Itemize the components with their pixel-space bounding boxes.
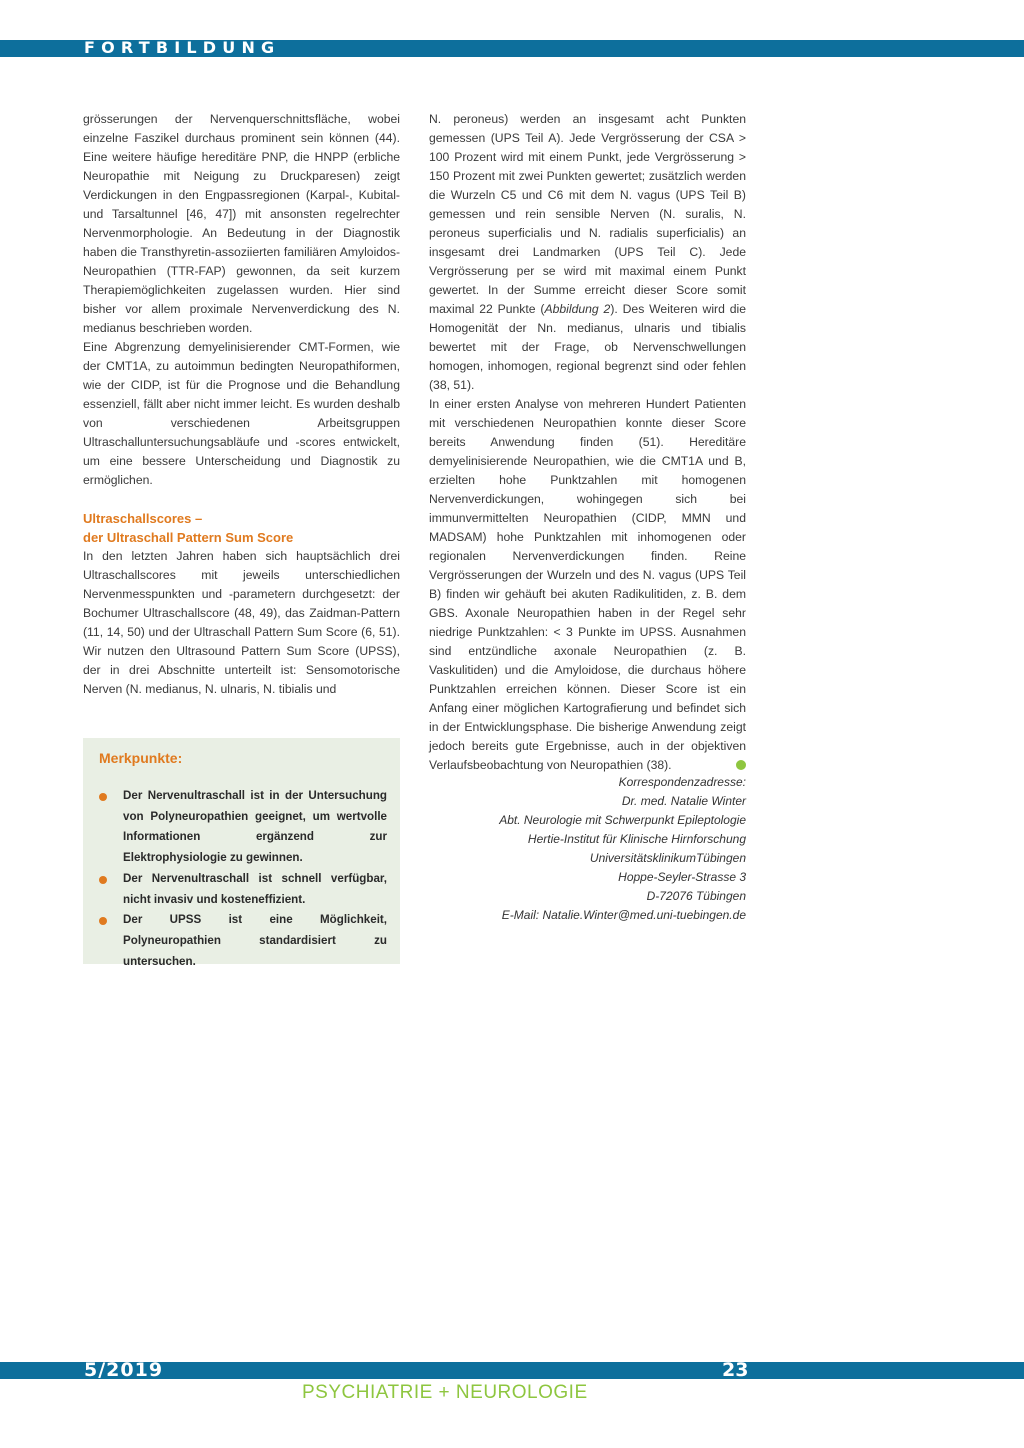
list-item-text: Der Nervenultraschall ist schnell verfügbar, nicht invasiv und kosteneffizient. xyxy=(123,871,387,906)
section-title: FORTBILDUNG xyxy=(84,38,281,57)
paragraph-text: In einer ersten Analyse von mehreren Hundert Patienten mit verschiedenen Neuropathien konnte dieser Score bereits Anwendung finden (51). Hereditäre demyelinisierende Neuropathien, wie die CMT1A und B, erzielten hohe Punktzahlen mit homogenen Nervenverdickungen, wohingegen sich bei immunvermittelten Neuropathien (CIDP, MMN und MADSAM) hohe Punktzahlen mit inhomogenen oder regionalen Nervenverdickungen finden. Reine Vergrösserungen der Wurzeln und des N. vagus (UPS Teil B) finden wir gehäuft bei akuten Radikulitiden, z. B. dem GBS. Axonale Neuropathien haben in der Regel sehr niedrige Punktzahlen: < 3 Punkte im UPSS. Ausnahmen sind entzündliche axonale Neuropathien (z. B. Vaskulitiden) und die Amyloidose, die durchaus höhere Punktzahlen erreichen können. Dieser Score ist ein Anfang einer möglichen Kartografierung und befindet sich in der Entwicklungsphase. Die bisherige Anwendung zeigt jedoch bereits gute Ergebnisse, auch in der objektiven Verlaufsbeobachtung von Neuropathien (38). xyxy=(429,397,746,772)
paragraph: grösserungen der Nervenquerschnittsfläche, wobei einzelne Faszikel durchaus prominent sein können (44). Eine weitere häufige hereditäre PNP, die HNPP (erbliche Neuropathie mit Neigung zu Druckparesen) zeigt Verdickungen in den Engpassregionen (Karpal-, Kubital- und Tarsaltunnel [46, 47]) mit ansonsten regelrechter Nervenmorphologie. An Bedeutung in der Diagnostik haben die Transthyretin-assoziierten familiären Amyloidos-Neuropathien (TTR-FAP) gewonnen, da seit kurzem Therapiemöglichkeiten zugelassen wurden. Hier sind bisher vor allem proximale Nervenverdickung des N. medianus beschrieben worden. xyxy=(83,112,400,335)
list-item xyxy=(97,869,387,910)
left-column xyxy=(83,110,400,699)
paragraph-text: N. peroneus) werden an insgesamt acht Punkten gemessen (UPS Teil A). Jede Vergrösserung der CSA > 100 Prozent wird mit einem Punkt, jede Vergrösserung > 150 Prozent mit zwei Punkten gewertet; zusätzlich werden die Wurzeln C5 und C6 mit dem N. vagus (UPS Teil B) gemessen und rein sensible Nerven (N. suralis, N. peroneus superficialis und N. radialis superficialis) an insgesamt drei Landmarken (UPS Teil C). Jede Vergrösserung per se wird mit maximal einem Punkt gewertet. In der Summe erreicht dieser Score somit maximal 22 Punkte ( xyxy=(429,112,746,316)
right-column xyxy=(429,110,746,775)
list-item-text: Der Nervenultraschall ist in der Untersuchung von Polyneuropathien geeignet, um wertvolle Informationen ergänzend zur Elektrophysiologie zu gewinnen. xyxy=(123,789,387,865)
list-item xyxy=(97,910,387,972)
correspondence-address xyxy=(429,773,746,925)
page-number: 23 xyxy=(722,1359,749,1381)
figure-reference: Abbildung 2 xyxy=(544,302,611,316)
paragraph: In den letzten Jahren haben sich hauptsächlich drei Ultraschallscores mit jeweils unterschiedlichen Nervenmesspunkten und -parametern durchgesetzt: der Bochumer Ultraschallscore (48, 49), das Zaidman-Pattern (11, 14, 50) und der Ultraschall Pattern Sum Score (6, 51). Wir nutzen den Ultrasound Pattern Sum Score (UPSS), der in drei Abschnitte unterteilt ist: Sensomotorische Nerven (N. medianus, N. ulnaris, N. tibialis und xyxy=(83,549,400,696)
spacer xyxy=(83,490,400,509)
subheading-line: Ultraschallscores – xyxy=(83,511,203,526)
merkpunkte-list xyxy=(97,786,387,972)
paragraph: Eine Abgrenzung demyelinisierender CMT-Formen, wie der CMT1A, zu autoimmun bedingten Neuropathiformen, wie der CIDP, ist für die Prognose und die Behandlung essenziell, fällt aber nicht immer leicht. Es wurden deshalb von verschiedenen Arbeitsgruppen Ultraschalluntersuchungsabläufe und -scores entwickelt, um eine bessere Unterscheidung und Diagnostik zu ermöglichen. xyxy=(83,340,400,487)
paragraph-text: ). Des Weiteren wird die Homogenität der Nn. medianus, ulnaris und tibialis bewertet mit der Frage, ob Nervenschwellungen homogen, inhomogen, regional begrenzt sind oder fehlen (38, 51). xyxy=(429,302,746,392)
address-email: E-Mail: Natalie.Winter@med.uni-tuebingen.de xyxy=(501,908,746,922)
address-name: Dr. med. Natalie Winter xyxy=(621,794,746,808)
address-department: Abt. Neurologie mit Schwerpunkt Epileptologie xyxy=(499,813,746,827)
bullet-icon xyxy=(99,917,107,925)
merkpunkte-title: Merkpunkte: xyxy=(99,750,183,766)
end-mark-icon xyxy=(736,760,746,770)
address-street: Hoppe-Seyler-Strasse 3 xyxy=(618,870,746,884)
journal-name: PSYCHIATRIE + NEUROLOGIE xyxy=(302,1382,588,1403)
paragraph xyxy=(429,110,746,395)
address-city: D-72076 Tübingen xyxy=(646,889,746,903)
list-item-text: Der UPSS ist eine Möglichkeit, Polyneuropathien standardisiert zu untersuchen. xyxy=(123,913,387,968)
address-clinic: UniversitätsklinikumTübingen xyxy=(589,851,746,865)
list-item xyxy=(97,786,387,869)
address-institute: Hertie-Institut für Klinische Hirnforschung xyxy=(527,832,746,846)
bullet-icon xyxy=(99,793,107,801)
address-label: Korrespondenzadresse: xyxy=(618,775,746,789)
subheading xyxy=(83,509,400,547)
bullet-icon xyxy=(99,876,107,884)
subheading-line: der Ultraschall Pattern Sum Score xyxy=(83,530,294,545)
issue-number: 5/2019 xyxy=(84,1359,164,1381)
merkpunkte-box xyxy=(83,738,400,968)
paragraph xyxy=(429,395,746,775)
